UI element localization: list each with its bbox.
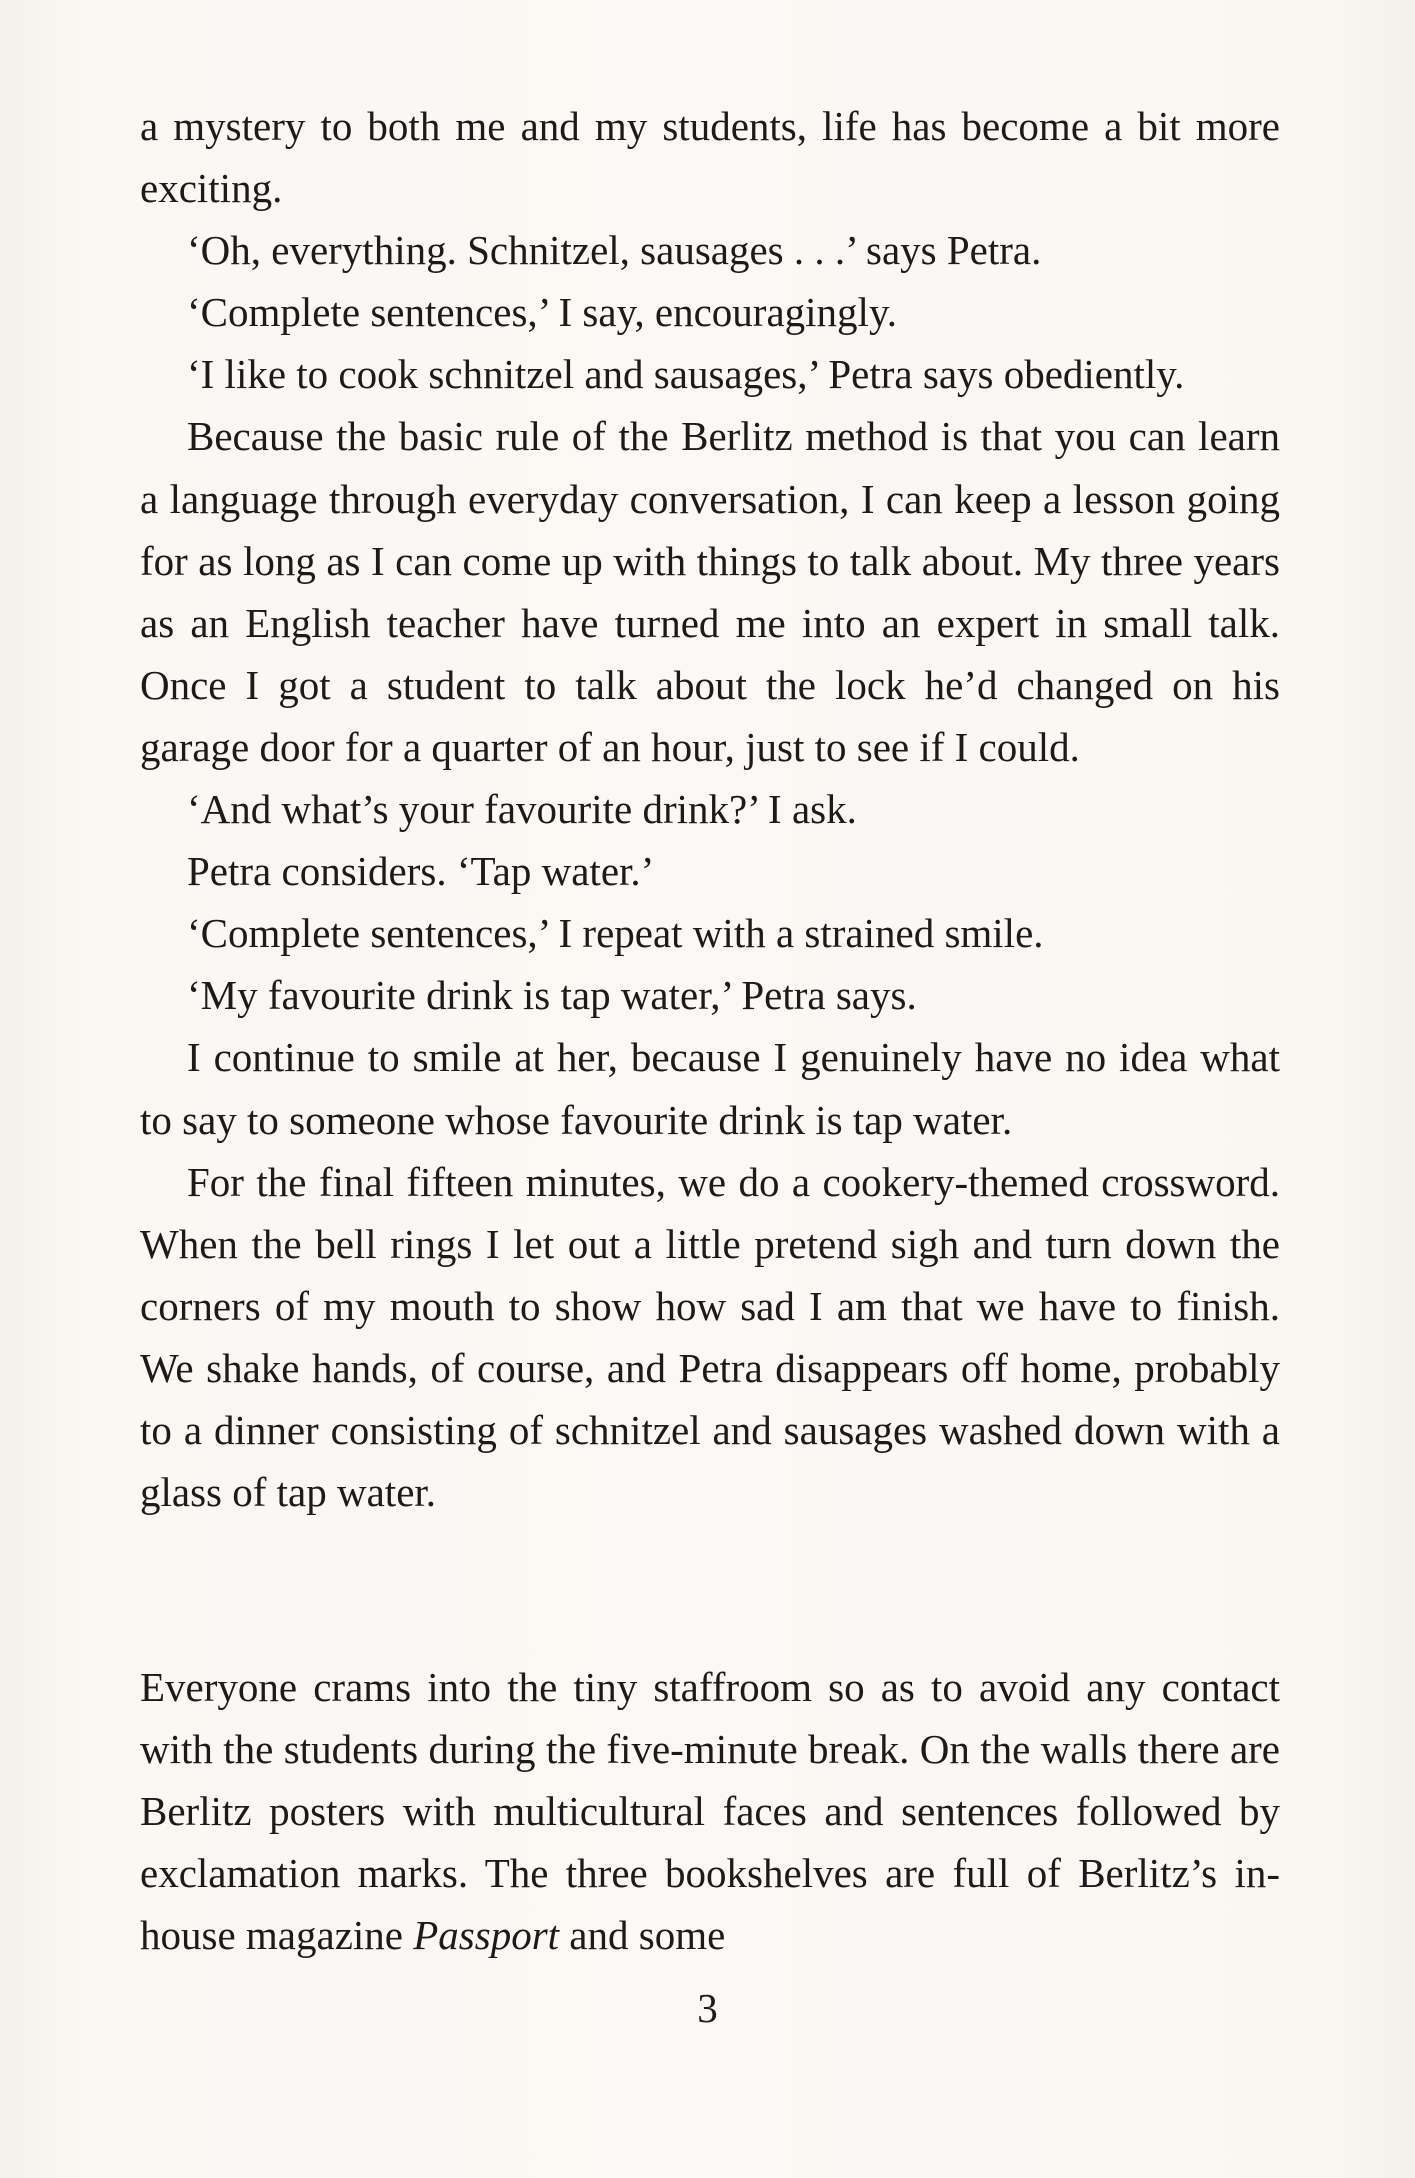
paragraph-dialogue: ‘I like to cook schnitzel and sausages,’ Petra says obediently. — [187, 351, 1185, 398]
paragraph-dialogue: ‘Complete sentences,’ I say, encouragingly. — [187, 289, 898, 336]
paragraph-dialogue: ‘Oh, everything. Schnitzel, sausages . . .’ says Petra. — [187, 227, 1042, 274]
paragraph-tail-text: and some — [559, 1912, 726, 1959]
paragraph-dialogue: Petra considers. ‘Tap water.’ — [187, 848, 655, 895]
page-number: 3 — [697, 1985, 718, 2031]
paragraph-section-start — [140, 1656, 1280, 1966]
paragraph-continuation: a mystery to both me and my students, life has become a bit more exciting. — [140, 103, 1280, 212]
paragraph-lead-text: Everyone crams into the tiny staffroom so as to avoid any contact with the students during the five-minute break. On the walls there are Berlitz posters with multicultural faces and sentences followed by exclamation marks. The three bookshelves are full of Berlitz’s in-house magazine — [140, 1664, 1280, 1959]
paragraph-dialogue: ‘Complete sentences,’ I repeat with a strained smile. — [187, 910, 1044, 957]
magazine-title: Passport — [413, 1912, 560, 1959]
paragraph-dialogue: ‘My favourite drink is tap water,’ Petra says. — [187, 972, 917, 1019]
section-one-text — [140, 95, 1280, 1523]
paragraph-narration: Because the basic rule of the Berlitz method is that you can learn a language through everyday conversation, I can keep a lesson going for as long as I can come up with things to talk about. My three years as an English teacher have turned me into an expert in small talk. Once I got a student to talk about the lock he’d changed on his garage door for a quarter of an hour, just to see if I could. — [140, 413, 1280, 770]
paragraph-dialogue: ‘And what’s your favourite drink?’ I ask. — [187, 786, 857, 833]
paragraph-narration: I continue to smile at her, because I genuinely have no idea what to say to someone whose favourite drink is tap water. — [140, 1034, 1280, 1143]
paragraph-narration: For the final fifteen minutes, we do a cookery-themed crossword. When the bell rings I let out a little pretend sigh and turn down the corners of my mouth to show how sad I am that we have to finish. We shake hands, of course, and Petra disappears off home, probably to a dinner consisting of schnitzel and sausages washed down with a glass of tap water. — [140, 1158, 1280, 1516]
section-two-text — [140, 1656, 1280, 1966]
